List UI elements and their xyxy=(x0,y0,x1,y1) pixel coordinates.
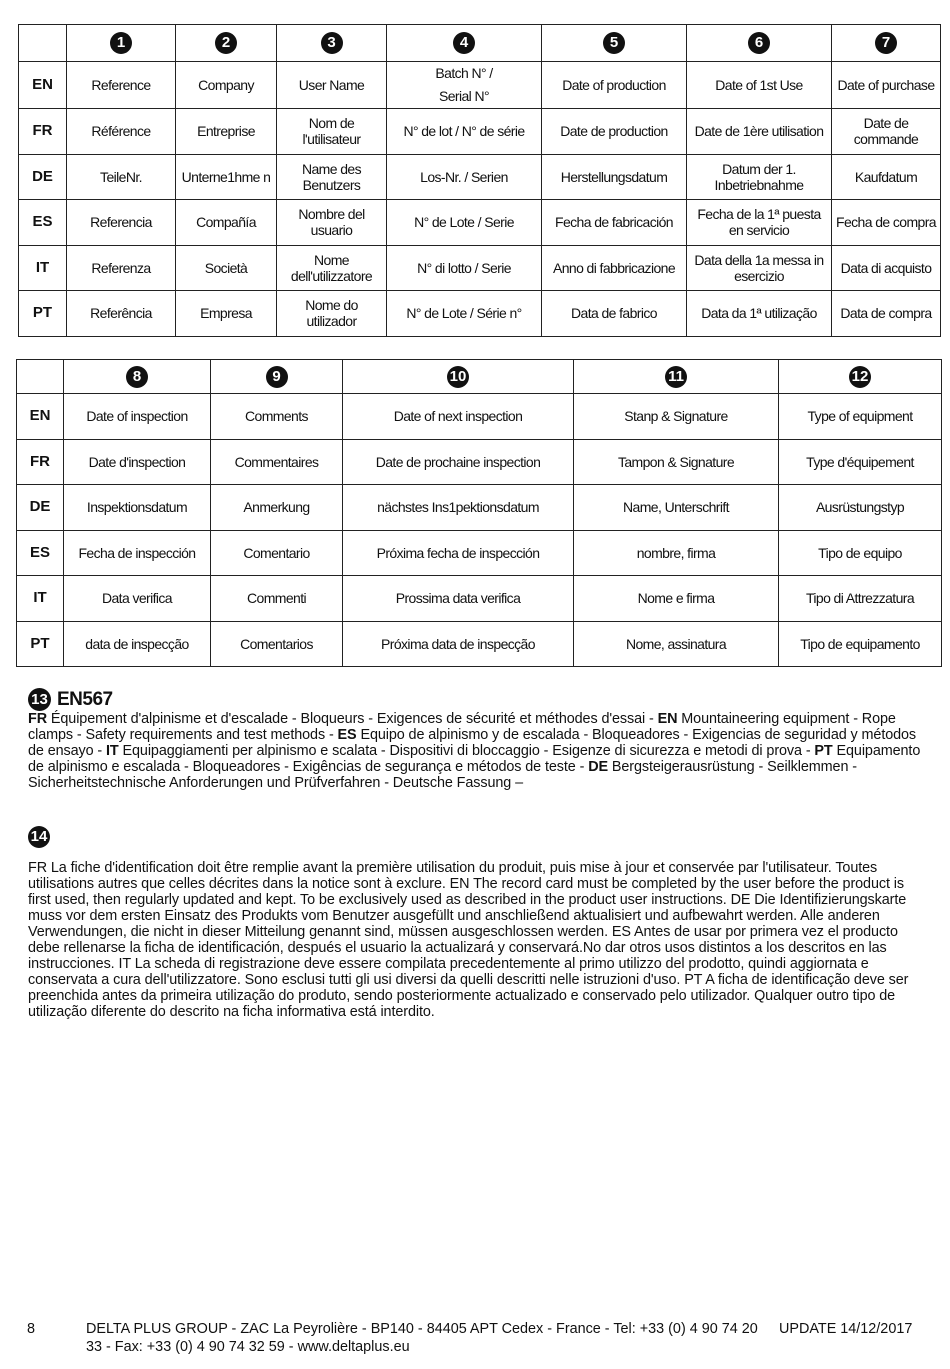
table-cell: N° di lotto / Serie xyxy=(387,245,542,291)
standard-text-segment: Mountaineering equipment - Rope clamps - Safety requirements and test methods - xyxy=(28,711,896,743)
language-code-cell: PT xyxy=(17,621,64,667)
table-cell: Nome dell'utilizzatore xyxy=(277,245,387,291)
table-cell: Date de production xyxy=(542,109,687,155)
number-9-icon: 9 xyxy=(266,366,288,388)
language-code-label: IT xyxy=(106,743,119,759)
column-number-cell xyxy=(832,25,941,62)
table-cell: Nome e firma xyxy=(574,576,779,622)
table-cell: TeileNr. xyxy=(67,154,176,200)
column-number-cell xyxy=(277,25,387,62)
column-number-cell xyxy=(176,25,277,62)
table-row xyxy=(19,109,941,155)
number-6-icon: 6 xyxy=(748,32,770,54)
table-cell: Nome do utilizador xyxy=(277,291,387,337)
language-code-cell: FR xyxy=(17,439,64,485)
table-cell: Tipo de equipo xyxy=(779,530,942,576)
table-cell: Referência xyxy=(67,291,176,337)
table-cell: Data verifica xyxy=(64,576,211,622)
table-cell: N° de lot / N° de série xyxy=(387,109,542,155)
table-row xyxy=(19,245,941,291)
column-number-cell xyxy=(779,360,942,394)
table-cell: Los-Nr. / Serien xyxy=(387,154,542,200)
table-row xyxy=(17,576,942,622)
table-cell: N° de Lote / Serie xyxy=(387,200,542,246)
table-cell: Fecha de inspección xyxy=(64,530,211,576)
table1-header-row xyxy=(19,25,941,62)
table-cell: Comentarios xyxy=(211,621,343,667)
table-cell: Data da 1ª utilização xyxy=(687,291,832,337)
number-5-icon: 5 xyxy=(603,32,625,54)
table-cell: N° de Lote / Série n° xyxy=(387,291,542,337)
column-number-cell xyxy=(67,25,176,62)
language-code-cell: ES xyxy=(17,530,64,576)
table-cell: Name des Benutzers xyxy=(277,154,387,200)
number-1-icon: 1 xyxy=(110,32,132,54)
column-number-cell xyxy=(542,25,687,62)
table-row xyxy=(17,439,942,485)
identification-table-2 xyxy=(16,359,942,667)
table-row xyxy=(19,62,941,109)
table-cell: Próxima fecha de inspección xyxy=(343,530,574,576)
table-cell: Référence xyxy=(67,109,176,155)
table-row xyxy=(17,530,942,576)
table-cell: Società xyxy=(176,245,277,291)
table-cell: Tipo di Attrezzatura xyxy=(779,576,942,622)
language-code-cell: ES xyxy=(19,200,67,246)
table-cell: Date de 1ère utilisation xyxy=(687,109,832,155)
table-row xyxy=(19,200,941,246)
table2-header-row xyxy=(17,360,942,394)
table-cell: Date d'inspection xyxy=(64,439,211,485)
standard-text-segment: Équipement d'alpinisme et d'escalade - Bloqueurs - Exigences de sécurité et méthodes d'essai - xyxy=(50,711,654,727)
column-number-cell xyxy=(687,25,832,62)
number-13-icon: 13 xyxy=(28,688,51,711)
table-row xyxy=(17,394,942,440)
table-cell: Commentaires xyxy=(211,439,343,485)
table-row xyxy=(19,154,941,200)
table-row xyxy=(17,621,942,667)
number-12-icon: 12 xyxy=(849,366,871,388)
header-corner-cell xyxy=(17,360,64,394)
language-code-label: PT xyxy=(814,743,833,759)
table-cell: Date of inspection xyxy=(64,394,211,440)
column-number-cell xyxy=(343,360,574,394)
language-code-cell: EN xyxy=(17,394,64,440)
table-cell: Comments xyxy=(211,394,343,440)
table-cell: Data de compra xyxy=(832,291,941,337)
language-code-label: FR xyxy=(28,711,47,727)
header-corner-cell xyxy=(19,25,67,62)
language-code-label: EN xyxy=(657,711,678,727)
table-cell: Fecha de compra xyxy=(832,200,941,246)
table-cell: Entreprise xyxy=(176,109,277,155)
table-cell: nombre, firma xyxy=(574,530,779,576)
table-cell: Datum der 1. Inbetriebnahme xyxy=(687,154,832,200)
table-cell: Comentario xyxy=(211,530,343,576)
table-row xyxy=(19,291,941,337)
column-number-cell xyxy=(387,25,542,62)
table-cell: Anno di fabbricazione xyxy=(542,245,687,291)
table-cell: Herstellungsdatum xyxy=(542,154,687,200)
number-2-icon: 2 xyxy=(215,32,237,54)
update-date: UPDATE 14/12/2017 xyxy=(779,1321,913,1337)
table-cell: Empresa xyxy=(176,291,277,337)
standard-code: EN567 xyxy=(57,688,113,710)
standard-description xyxy=(28,711,928,791)
number-8-icon: 8 xyxy=(126,366,148,388)
table-cell: Anmerkung xyxy=(211,485,343,531)
table-row xyxy=(17,485,942,531)
number-3-icon: 3 xyxy=(321,32,343,54)
standard-section xyxy=(28,688,928,791)
table-cell: Commenti xyxy=(211,576,343,622)
table-cell: Nom de l'utilisateur xyxy=(277,109,387,155)
column-number-cell xyxy=(64,360,211,394)
identification-table-1 xyxy=(18,24,941,337)
table-cell: Próxima data de inspecção xyxy=(343,621,574,667)
standard-text-segment: Equipaggiamenti per alpinismo e scalata - Dispositivi di bloccaggio - Esigenze di sicurezza e metodi di prova - xyxy=(122,743,811,759)
standard-text-segment: Equipamento de alpinismo e escalada - Bloqueadores - Exigências de segurança e métodos de teste - xyxy=(28,743,921,775)
standard-text-segment: Bergsteigerausrüstung - Seilklemmen - Sicherheitstechnische Anforderungen und Prüfverfahren - Deutsche Fassung – xyxy=(28,759,857,791)
language-code-cell: IT xyxy=(17,576,64,622)
table-cell: Company xyxy=(176,62,277,109)
language-code-cell: FR xyxy=(19,109,67,155)
language-code-cell: PT xyxy=(19,291,67,337)
column-number-cell xyxy=(211,360,343,394)
table-cell: Date of purchase xyxy=(832,62,941,109)
instructions-text: FR La fiche d'identification doit être remplie avant la première utilisation du produit, puis mise à jour et conservée par l'utilisateur. Toutes utilisations autres que celles décrites dans la notice sont à exclure. EN The record card must be completed by the user before the product is first used, then regularly updated and kept. To be exclusively used as described in the product user instructions. DE Die Identifizierungskarte muss vor dem ersten Einsatz des Produkts vom Benutzer ausgefüllt und anschließend aktualisiert und aufbewahrt werden. Alle anderen Verwendungen, die nicht in dieser Mitteilung genannt sind, müssen ausgeschlossen werden. ES Antes de usar por primera vez el producto debe rellenarse la ficha de identificación, después el usuario la actualizará y conservará.No dar otros usos distintos a los descritos en las instrucciones. IT La scheda di registrazione deve essere compilata precedentemente al primo utilizzo del prodotto, quindi aggiornata e conservata a cura dell'utilizzatore. Sono esclusi tutti gli usi diversi da quelli descritti nelle istruzioni d'uso. PT A ficha de identificação deve ser preenchida antes da primeira utilização do produto, sendo posteriormente actualizado e conservado pelo utilizador. Qualquer outro tipo de utilização diferente do descrito na ficha informativa está interdito. xyxy=(28,860,909,1020)
number-11-icon: 11 xyxy=(665,366,687,388)
table-cell: Referencia xyxy=(67,200,176,246)
table-cell: Tampon & Signature xyxy=(574,439,779,485)
table-cell: Data della 1a messa in esercizio xyxy=(687,245,832,291)
table-cell: User Name xyxy=(277,62,387,109)
table-cell: Nombre del usuario xyxy=(277,200,387,246)
table-cell: Unterne1hme n xyxy=(176,154,277,200)
table-cell: data de inspecção xyxy=(64,621,211,667)
table-cell: Reference xyxy=(67,62,176,109)
table-cell: Fecha de la 1ª puesta en servicio xyxy=(687,200,832,246)
table-cell: Tipo de equipamento xyxy=(779,621,942,667)
language-code-cell: DE xyxy=(17,485,64,531)
number-10-icon: 10 xyxy=(447,366,469,388)
table-cell: Date de prochaine inspection xyxy=(343,439,574,485)
table-cell: Date of next inspection xyxy=(343,394,574,440)
language-code-cell: EN xyxy=(19,62,67,109)
table-cell: Compañía xyxy=(176,200,277,246)
standard-title xyxy=(28,688,928,711)
table-cell: Date of production xyxy=(542,62,687,109)
language-code-label: ES xyxy=(337,727,357,743)
table-cell: Inspektionsdatum xyxy=(64,485,211,531)
column-number-cell xyxy=(574,360,779,394)
table-cell: Nome, assinatura xyxy=(574,621,779,667)
table-cell: Data de fabrico xyxy=(542,291,687,337)
standard-text-segment: Equipo de alpinismo y de escalada - Bloqueadores - Exigencias de seguridad y métodos de ensayo - xyxy=(28,727,917,759)
table-cell: Type d'équipement xyxy=(779,439,942,485)
company-address: DELTA PLUS GROUP - ZAC La Peyrolière - BP140 - 84405 APT Cedex - France - Tel: +33 (0) 4 90 74 20 33 - Fax: +33 (0) 4 90 74 32 59 - www.deltaplus.eu xyxy=(86,1321,758,1355)
table-cell: Date of 1st Use xyxy=(687,62,832,109)
table-cell: Kaufdatum xyxy=(832,154,941,200)
table-cell: Stanp & Signature xyxy=(574,394,779,440)
number-7-icon: 7 xyxy=(875,32,897,54)
page-number: 8 xyxy=(27,1321,36,1337)
language-code-cell: DE xyxy=(19,154,67,200)
table-cell: Type of equipment xyxy=(779,394,942,440)
table-cell: Fecha de fabricación xyxy=(542,200,687,246)
table-cell: Name, Unterschrift xyxy=(574,485,779,531)
table-cell: Referenza xyxy=(67,245,176,291)
table-cell: Prossima data verifica xyxy=(343,576,574,622)
instructions-section xyxy=(28,826,928,1020)
table-cell: Data di acquisto xyxy=(832,245,941,291)
language-code-cell: IT xyxy=(19,245,67,291)
number-4-icon: 4 xyxy=(453,32,475,54)
table-cell: Date de commande xyxy=(832,109,941,155)
table-cell: nächstes Ins1pektionsdatum xyxy=(343,485,574,531)
table-cell: Ausrüstungstyp xyxy=(779,485,942,531)
table-cell: Batch N° / Serial N° xyxy=(387,62,542,109)
number-14-icon: 14 xyxy=(28,826,50,848)
language-code-label: DE xyxy=(588,759,608,775)
